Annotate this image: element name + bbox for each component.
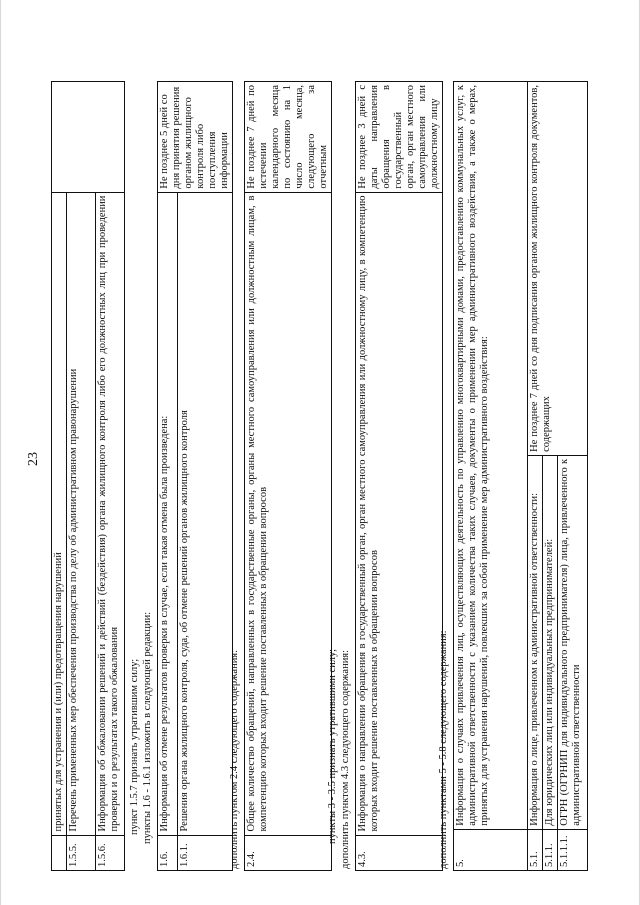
row-number: 1.5.5. [67,835,96,870]
row-text: Информация об отмене результатов проверки в случае, если такая отмена была произведена: [158,192,178,835]
row-text: Информация о лице, привлеченном к административной ответственности: [528,455,543,829]
row-text: Решения органа жилищного контроля, суда, об отмене решений органов жилищного контроля [178,192,233,835]
instruction-text: дополнить пунктами 5 - 5.8 следующего содержания: [438,630,449,869]
table-row [356,82,443,871]
table-row [158,82,178,871]
row-deadline: Не позднее 7 дней со дня подписания органом жилищного контроля документов, содержащих [528,82,588,456]
row-number: 2.4. [245,835,332,870]
row-number: 1.5.6. [96,835,125,870]
row-text: Общее количество обращений, направленных в государственные органы, органы местного самоуправления или должностным лицам, в компетенцию которых входит решение поставленных в обращении вопросов [245,192,332,835]
row-number [52,835,67,870]
row-deadline: Не позднее 7 дней по истечении календарного месяца по состоянию на 1 число месяца, следующего за отчетным [245,82,332,193]
table-row [67,82,96,871]
row-number: 5. [454,829,528,870]
table-row [528,82,543,871]
page-number: 23 [26,452,41,466]
table-row [454,82,528,871]
table-section-2-4 [244,81,332,871]
row-number: 5.1.1. [543,829,558,870]
row-number: 5.1. [528,829,543,870]
row-deadline: Не позднее 5 дней со дня принятия решения органом жилищного контроля либо поступления информации [158,82,233,193]
instruction-text: дополнить пунктом 4.3 следующего содержания: [340,649,351,869]
row-number: 1.6.1. [178,835,233,870]
table-section-4-3 [355,81,443,871]
rotated-content [26,16,621,871]
table-row [96,82,125,871]
row-text: Для юридических лиц или индивидуальных предпринимателей: [543,455,558,829]
row-text: Информация о случаях привлечения лиц, осуществляющих деятельность по управлению многоквартирными домами, предоставлению коммунальных услуг, к административной ответственности с указанием количества таких случаев, документы о применении мер административного воздействия, а также о мерах, принятых для устранения нарушений, повлекших за собой применение мер административного воздействия: [454,82,528,830]
table-section-1-6 [157,81,233,871]
instruction-text: пункты 1.6 - 1.6.1 изложить в следующей редакции: [142,611,153,844]
instruction-text: дополнить пунктом 2.4 следующего содержания: [229,649,240,869]
table-continuation [51,81,125,871]
row-text: ОГРН (ОГРНИП для индивидуального предпринимателя) лица, привлеченного к административной ответственности [558,455,588,829]
instruction-text: пункт 1.5.7 признать утратившим силу; [129,658,140,835]
table-row [52,82,67,871]
row-text: принятых для устранения и (или) предотвращения нарушений [52,192,67,835]
table-row [245,82,332,871]
row-text: Информация о направлении обращения в государственный орган, орган местного самоуправления или должностному лицу, в компетенцию которых входит решение поставленных в обращении вопросов [356,192,443,835]
row-number: 1.6. [158,835,178,870]
row-deadline: Не позднее 3 дней с даты направления обращения в государственный орган, орган местного самоуправления или должностному лицу [356,82,443,193]
row-text: Информация об обжаловании решений и действий (бездействия) органа жилищного контроля либо его должностных лиц при проведении проверки и о результатах такого обжалования [96,192,125,835]
row-number: 5.1.1.1. [558,829,588,870]
row-text: Перечень примененных мер обеспечения производства по делу об административном правонарушении [67,192,96,835]
instruction-text: пункты 3 - 3.5 признать утратившими силу; [327,648,338,844]
row-number: 4.3. [356,835,443,870]
row-deadline [52,82,125,193]
table-row [178,82,233,871]
table-section-5 [453,81,588,871]
